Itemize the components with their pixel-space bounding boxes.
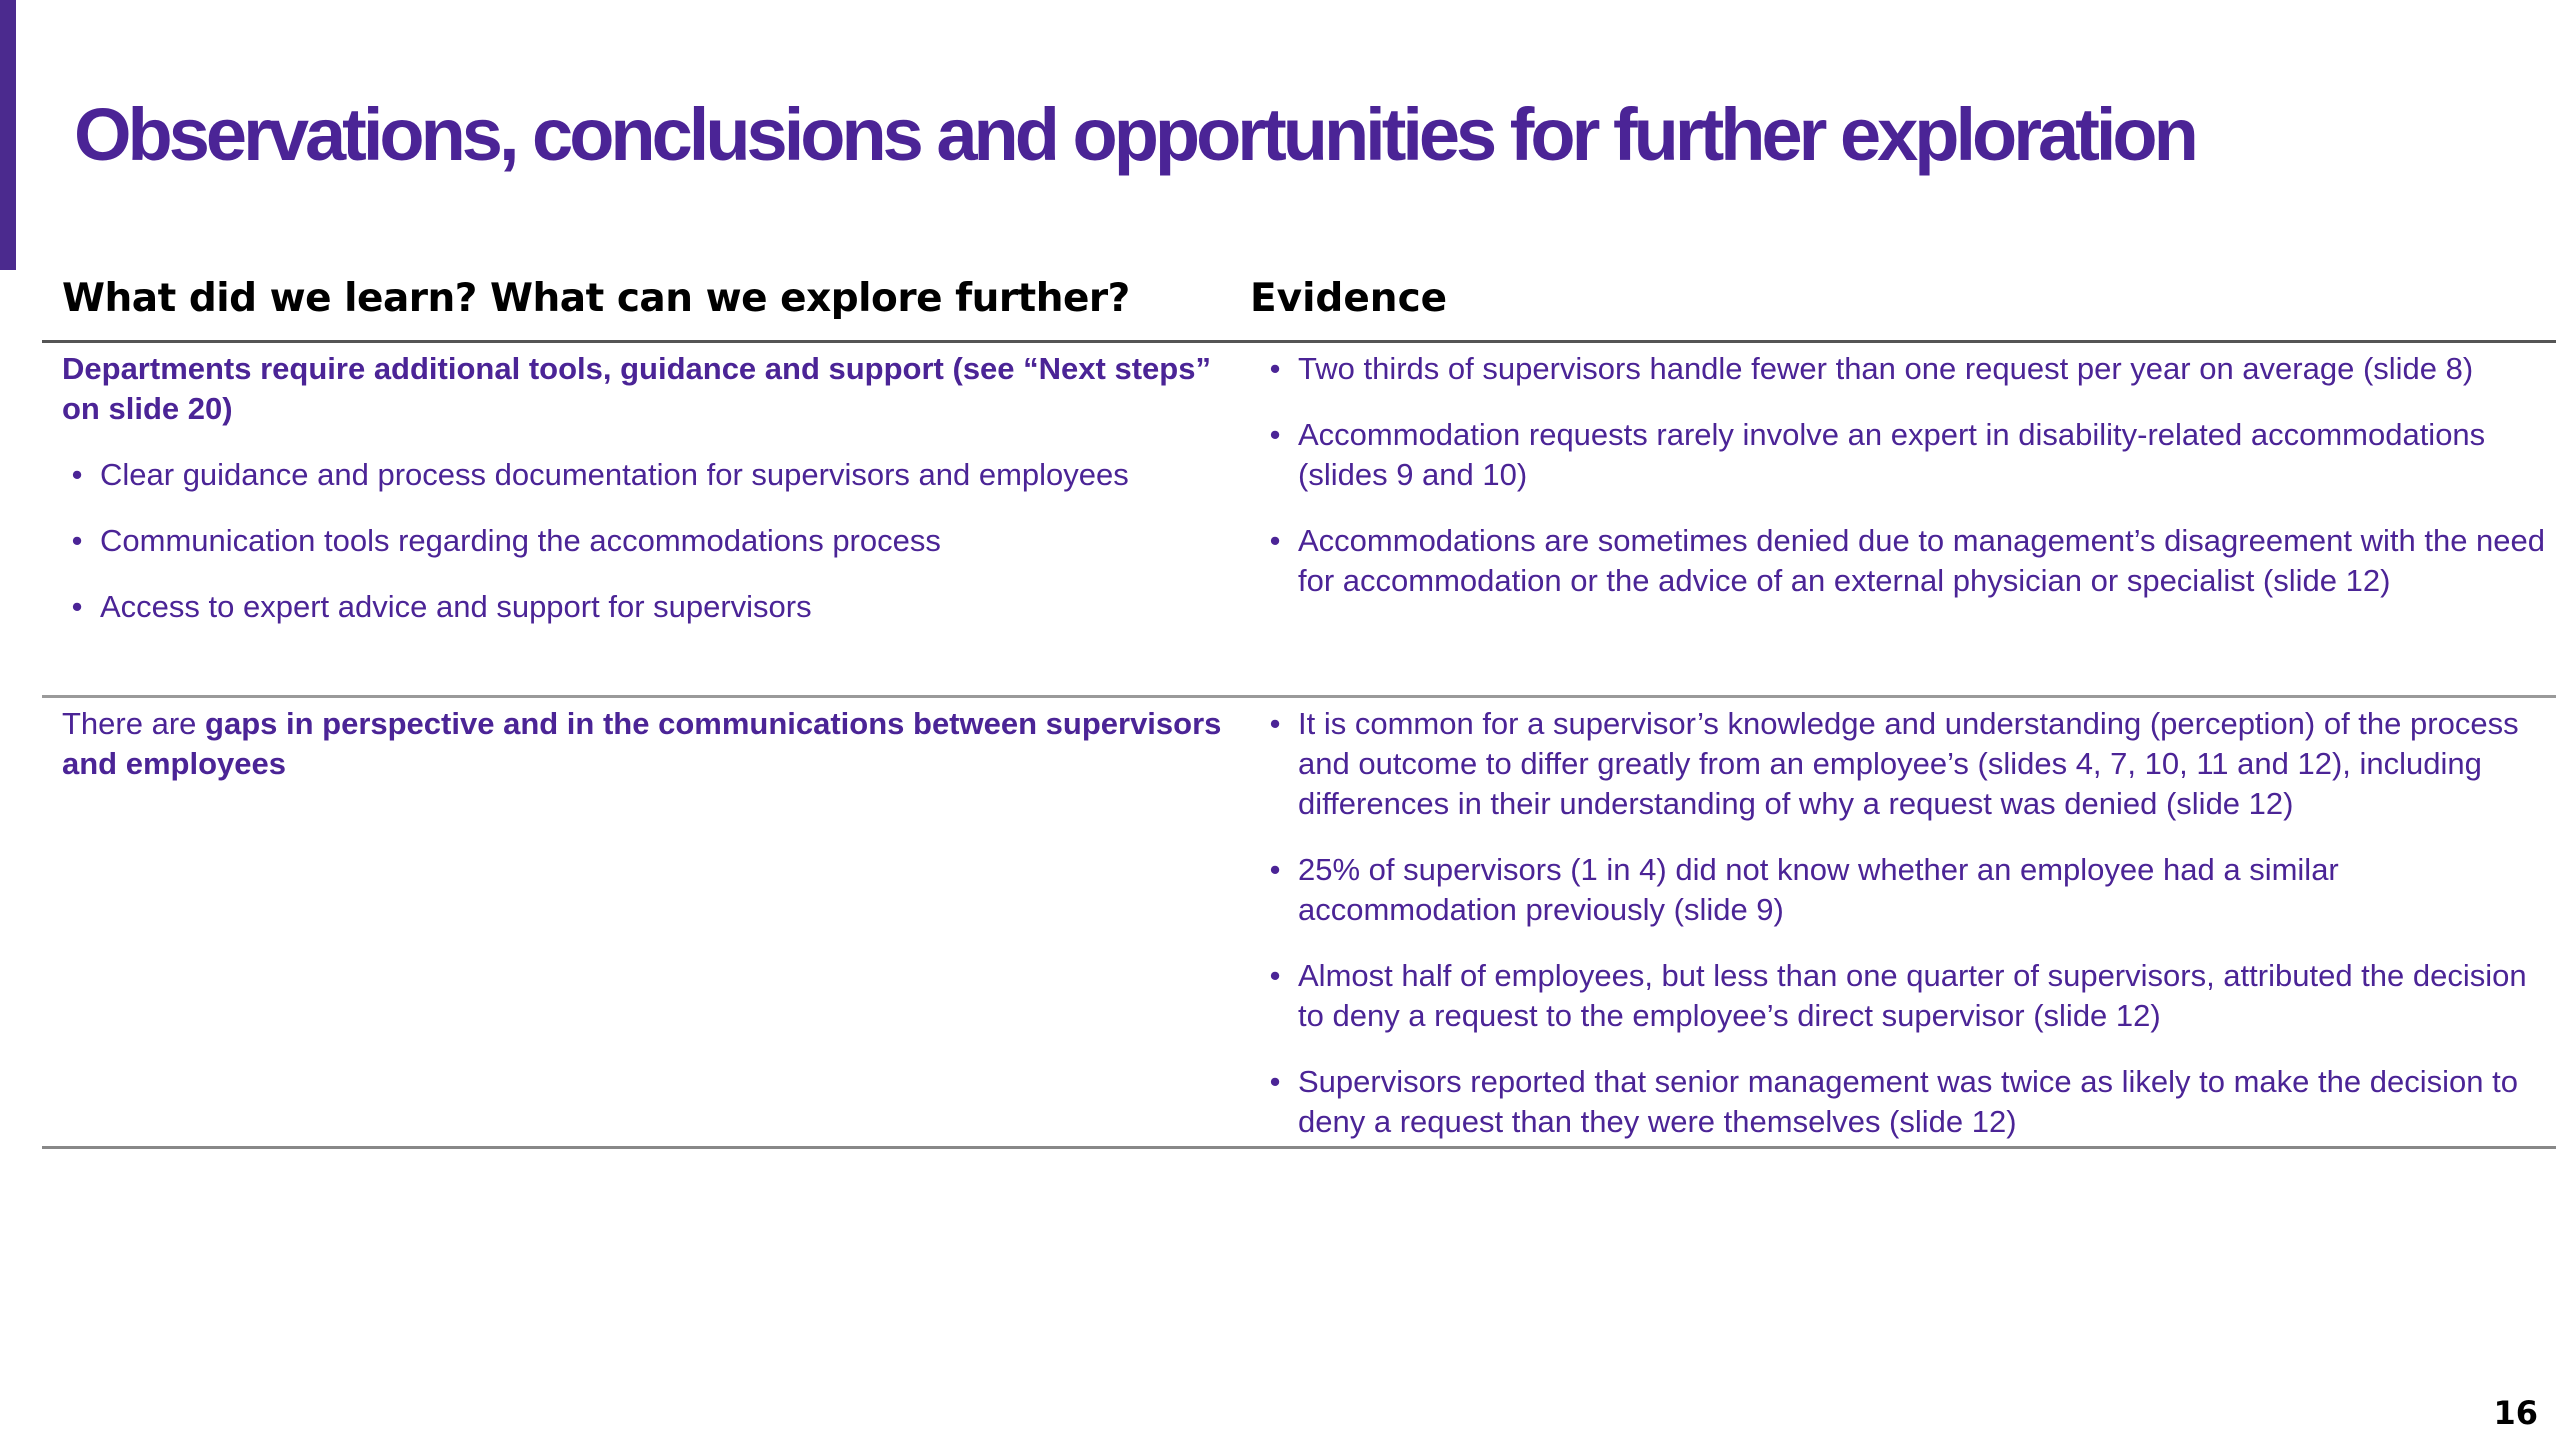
list-item-text: Communication tools regarding the accommodations process <box>100 523 941 558</box>
list-item <box>1260 415 2550 495</box>
list-item-text: Access to expert advice and support for supervisors <box>100 589 812 624</box>
evidence-column-header: Evidence <box>1250 276 1448 321</box>
page-number: 16 <box>2493 1394 2538 1432</box>
bullet-icon: • <box>71 457 83 492</box>
list-item <box>62 521 1232 561</box>
evidence-bullet-list <box>1260 349 2550 601</box>
table-header <box>42 270 2556 343</box>
bullet-icon: • <box>1269 1064 1281 1099</box>
list-item <box>1260 850 2550 930</box>
list-item-text: 25% of supervisors (1 in 4) did not know whether an employee had a similar accommodation previously (slide 9) <box>1298 852 2339 927</box>
bullet-icon: • <box>1269 351 1281 386</box>
list-item-text: Accommodation requests rarely involve an expert in disability-related accommodations (slides 9 and 10) <box>1298 417 2486 492</box>
list-item <box>62 455 1232 495</box>
bullet-icon: • <box>1269 417 1281 452</box>
learning-bullet-list <box>62 455 1232 627</box>
title-accent-bar <box>0 0 16 270</box>
learned-column-header: What did we learn? What can we explore further? <box>62 276 1130 321</box>
list-item-text: It is common for a supervisor’s knowledge and understanding (perception) of the process and outcome to differ greatly from an employee’s (slides 4, 7, 10, 11 and 12), including differences in their understanding of why a request was denied (slide 12) <box>1298 706 2519 821</box>
list-item <box>1260 704 2550 824</box>
list-item-text: Accommodations are sometimes denied due to management’s disagreement with the need for accommodation or the advice of an external physician or specialist (slide 12) <box>1298 523 2546 598</box>
learning-statement <box>62 349 1232 429</box>
bullet-icon: • <box>71 589 83 624</box>
learning-statement-prefix: There are <box>62 706 206 741</box>
table-row <box>42 343 2556 698</box>
learning-statement-bold: Departments require additional tools, guidance and support (see “Next steps” on slide 20) <box>62 351 1211 426</box>
bullet-icon: • <box>1269 523 1281 558</box>
evidence-cell <box>1260 349 2550 627</box>
list-item <box>1260 521 2550 601</box>
bullet-icon: • <box>1269 958 1281 993</box>
list-item <box>62 587 1232 627</box>
bullet-icon: • <box>1269 852 1281 887</box>
list-item-text: Two thirds of supervisors handle fewer than one request per year on average (slide 8) <box>1298 351 2474 386</box>
table-row <box>42 698 2556 1149</box>
list-item-text: Almost half of employees, but less than one quarter of supervisors, attributed the decision to deny a request to the employee’s direct supervisor (slide 12) <box>1298 958 2527 1033</box>
list-item <box>1260 349 2550 389</box>
learning-cell <box>62 349 1232 653</box>
list-item <box>1260 1062 2550 1142</box>
bullet-icon: • <box>1269 706 1281 741</box>
slide-title: Observations, conclusions and opportunities for further exploration <box>74 93 2195 176</box>
evidence-cell <box>1260 704 2550 1168</box>
list-item-text: Supervisors reported that senior management was twice as likely to make the decision to deny a request than they were themselves (slide 12) <box>1298 1064 2518 1139</box>
list-item <box>1260 956 2550 1036</box>
learning-cell <box>62 704 1232 810</box>
learning-statement <box>62 704 1232 784</box>
learning-statement-bold: gaps in perspective and in the communications between supervisors and employees <box>62 706 1222 781</box>
evidence-bullet-list <box>1260 704 2550 1142</box>
bullet-icon: • <box>71 523 83 558</box>
list-item-text: Clear guidance and process documentation for supervisors and employees <box>100 457 1129 492</box>
